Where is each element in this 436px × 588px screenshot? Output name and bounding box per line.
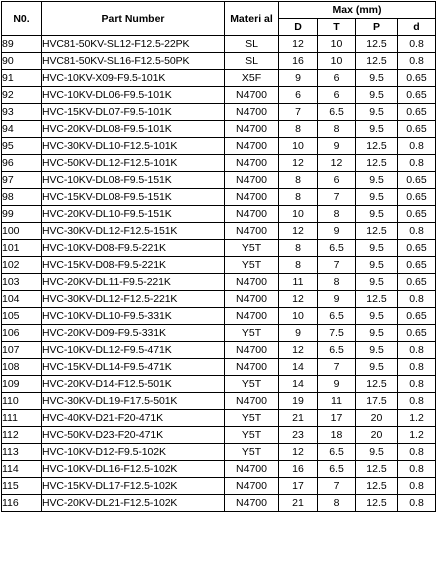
cell-no: 106 [2, 325, 42, 342]
cell-part-number: HVC-15KV-D08-F9.5-221K [42, 257, 225, 274]
cell-d-upper: 12 [279, 291, 318, 308]
cell-no: 93 [2, 104, 42, 121]
cell-p: 9.5 [356, 274, 398, 291]
cell-t: 7 [318, 478, 356, 495]
cell-d-upper: 9 [279, 325, 318, 342]
cell-p: 9.5 [356, 359, 398, 376]
table-row [2, 478, 436, 495]
cell-d-upper: 12 [279, 155, 318, 172]
cell-material: N4700 [225, 291, 279, 308]
table-row [2, 325, 436, 342]
table-row [2, 410, 436, 427]
cell-d-lower: 0.8 [398, 444, 436, 461]
cell-material: N4700 [225, 478, 279, 495]
table-row [2, 359, 436, 376]
cell-d-lower: 0.65 [398, 308, 436, 325]
table-row [2, 308, 436, 325]
cell-part-number: HVC-20KV-DL21-F12.5-102K [42, 495, 225, 512]
cell-part-number: HVC-10KV-DL16-F12.5-102K [42, 461, 225, 478]
cell-p: 9.5 [356, 308, 398, 325]
cell-d-upper: 16 [279, 53, 318, 70]
cell-p: 9.5 [356, 87, 398, 104]
cell-no: 89 [2, 36, 42, 53]
cell-d-upper: 21 [279, 410, 318, 427]
table-row [2, 70, 436, 87]
cell-no: 108 [2, 359, 42, 376]
cell-p: 12.5 [356, 376, 398, 393]
cell-part-number: HVC-20KV-DL08-F9.5-101K [42, 121, 225, 138]
cell-t: 9 [318, 138, 356, 155]
cell-part-number: HVC-10KV-DL06-F9.5-101K [42, 87, 225, 104]
cell-no: 116 [2, 495, 42, 512]
table-row [2, 376, 436, 393]
cell-material: Y5T [225, 410, 279, 427]
table-row [2, 138, 436, 155]
header-max-mm: Max (mm) [279, 2, 436, 19]
table-row [2, 189, 436, 206]
cell-p: 12.5 [356, 36, 398, 53]
cell-d-upper: 17 [279, 478, 318, 495]
cell-p: 12.5 [356, 461, 398, 478]
cell-d-lower: 1.2 [398, 427, 436, 444]
cell-d-lower: 0.8 [398, 291, 436, 308]
table-row [2, 461, 436, 478]
cell-material: N4700 [225, 121, 279, 138]
cell-t: 6.5 [318, 342, 356, 359]
cell-material: Y5T [225, 376, 279, 393]
cell-material: N4700 [225, 155, 279, 172]
cell-material: N4700 [225, 461, 279, 478]
cell-material: N4700 [225, 104, 279, 121]
cell-d-upper: 7 [279, 104, 318, 121]
header-d-lower: d [398, 19, 436, 36]
table-row [2, 342, 436, 359]
cell-d-upper: 8 [279, 172, 318, 189]
cell-no: 94 [2, 121, 42, 138]
cell-material: SL [225, 36, 279, 53]
header-material: Materi al [225, 2, 279, 36]
cell-part-number: HVC-30KV-DL12-F12.5-151K [42, 223, 225, 240]
cell-d-lower: 0.65 [398, 240, 436, 257]
table-row [2, 257, 436, 274]
cell-no: 102 [2, 257, 42, 274]
cell-material: Y5T [225, 240, 279, 257]
cell-no: 103 [2, 274, 42, 291]
table-row [2, 87, 436, 104]
cell-no: 96 [2, 155, 42, 172]
cell-part-number: HVC-30KV-DL19-F17.5-501K [42, 393, 225, 410]
table-row [2, 223, 436, 240]
cell-material: N4700 [225, 274, 279, 291]
cell-d-upper: 10 [279, 308, 318, 325]
cell-p: 9.5 [356, 189, 398, 206]
cell-part-number: HVC-40KV-D21-F20-471K [42, 410, 225, 427]
table-row [2, 121, 436, 138]
cell-p: 9.5 [356, 444, 398, 461]
cell-part-number: HVC-50KV-D23-F20-471K [42, 427, 225, 444]
cell-t: 18 [318, 427, 356, 444]
table-row [2, 206, 436, 223]
cell-t: 6.5 [318, 104, 356, 121]
cell-material: N4700 [225, 172, 279, 189]
cell-d-upper: 23 [279, 427, 318, 444]
cell-part-number: HVC-30KV-DL12-F12.5-221K [42, 291, 225, 308]
cell-part-number: HVC-10KV-DL08-F9.5-151K [42, 172, 225, 189]
header-t: T [318, 19, 356, 36]
cell-t: 7 [318, 257, 356, 274]
cell-t: 10 [318, 36, 356, 53]
cell-part-number: HVC-50KV-DL12-F12.5-101K [42, 155, 225, 172]
cell-p: 12.5 [356, 138, 398, 155]
cell-d-upper: 8 [279, 240, 318, 257]
cell-d-upper: 10 [279, 138, 318, 155]
cell-d-lower: 0.65 [398, 189, 436, 206]
cell-t: 8 [318, 495, 356, 512]
cell-no: 104 [2, 291, 42, 308]
cell-d-upper: 8 [279, 257, 318, 274]
cell-d-lower: 0.8 [398, 155, 436, 172]
cell-d-upper: 12 [279, 444, 318, 461]
cell-no: 111 [2, 410, 42, 427]
cell-d-lower: 0.65 [398, 121, 436, 138]
cell-t: 9 [318, 223, 356, 240]
cell-no: 113 [2, 444, 42, 461]
cell-d-lower: 0.8 [398, 138, 436, 155]
cell-p: 9.5 [356, 121, 398, 138]
table-header [2, 2, 436, 36]
cell-d-upper: 8 [279, 121, 318, 138]
cell-part-number: HVC-15KV-DL07-F9.5-101K [42, 104, 225, 121]
cell-t: 10 [318, 53, 356, 70]
cell-d-upper: 14 [279, 359, 318, 376]
cell-d-upper: 12 [279, 342, 318, 359]
cell-material: N4700 [225, 495, 279, 512]
cell-p: 9.5 [356, 206, 398, 223]
cell-no: 90 [2, 53, 42, 70]
cell-p: 12.5 [356, 291, 398, 308]
cell-p: 12.5 [356, 223, 398, 240]
cell-part-number: HVC-20KV-D09-F9.5-331K [42, 325, 225, 342]
table-row [2, 291, 436, 308]
cell-p: 12.5 [356, 53, 398, 70]
table-body [2, 36, 436, 512]
table-row [2, 495, 436, 512]
cell-d-lower: 0.65 [398, 206, 436, 223]
cell-part-number: HVC-15KV-DL08-F9.5-151K [42, 189, 225, 206]
cell-no: 101 [2, 240, 42, 257]
cell-t: 7 [318, 359, 356, 376]
cell-d-upper: 6 [279, 87, 318, 104]
cell-no: 115 [2, 478, 42, 495]
table-row [2, 274, 436, 291]
cell-d-lower: 0.8 [398, 36, 436, 53]
cell-material: N4700 [225, 223, 279, 240]
cell-d-upper: 8 [279, 189, 318, 206]
cell-part-number: HVC-30KV-DL10-F12.5-101K [42, 138, 225, 155]
cell-no: 95 [2, 138, 42, 155]
cell-t: 11 [318, 393, 356, 410]
cell-d-lower: 0.8 [398, 461, 436, 478]
cell-d-lower: 0.65 [398, 87, 436, 104]
cell-material: N4700 [225, 308, 279, 325]
cell-p: 17.5 [356, 393, 398, 410]
cell-part-number: HVC-15KV-DL14-F9.5-471K [42, 359, 225, 376]
cell-d-upper: 21 [279, 495, 318, 512]
cell-t: 7.5 [318, 325, 356, 342]
cell-no: 112 [2, 427, 42, 444]
cell-part-number: HVC-20KV-DL11-F9.5-221K [42, 274, 225, 291]
cell-no: 97 [2, 172, 42, 189]
cell-d-lower: 1.2 [398, 410, 436, 427]
cell-t: 12 [318, 155, 356, 172]
cell-t: 6 [318, 172, 356, 189]
cell-t: 6 [318, 87, 356, 104]
cell-d-lower: 0.8 [398, 478, 436, 495]
cell-d-upper: 19 [279, 393, 318, 410]
cell-t: 8 [318, 274, 356, 291]
cell-t: 7 [318, 189, 356, 206]
cell-part-number: HVC-15KV-DL17-F12.5-102K [42, 478, 225, 495]
cell-no: 99 [2, 206, 42, 223]
cell-d-lower: 0.65 [398, 325, 436, 342]
table-row [2, 36, 436, 53]
cell-part-number: HVC81-50KV-SL16-F12.5-50PK [42, 53, 225, 70]
cell-d-lower: 0.8 [398, 53, 436, 70]
cell-no: 92 [2, 87, 42, 104]
cell-d-lower: 0.8 [398, 376, 436, 393]
cell-d-upper: 11 [279, 274, 318, 291]
cell-t: 9 [318, 376, 356, 393]
table-row [2, 427, 436, 444]
cell-d-lower: 0.65 [398, 70, 436, 87]
cell-material: Y5T [225, 257, 279, 274]
cell-material: N4700 [225, 393, 279, 410]
cell-no: 100 [2, 223, 42, 240]
cell-d-upper: 16 [279, 461, 318, 478]
cell-d-upper: 12 [279, 36, 318, 53]
cell-p: 9.5 [356, 70, 398, 87]
cell-p: 9.5 [356, 104, 398, 121]
cell-part-number: HVC-10KV-D12-F9.5-102K [42, 444, 225, 461]
cell-t: 8 [318, 121, 356, 138]
cell-d-lower: 0.65 [398, 257, 436, 274]
table-row [2, 155, 436, 172]
cell-p: 9.5 [356, 342, 398, 359]
cell-no: 98 [2, 189, 42, 206]
cell-d-lower: 0.8 [398, 223, 436, 240]
cell-material: N4700 [225, 206, 279, 223]
cell-t: 6 [318, 70, 356, 87]
cell-part-number: HVC-10KV-DL10-F9.5-331K [42, 308, 225, 325]
cell-p: 20 [356, 427, 398, 444]
table-row [2, 240, 436, 257]
cell-no: 110 [2, 393, 42, 410]
cell-t: 6.5 [318, 444, 356, 461]
cell-part-number: HVC-20KV-DL10-F9.5-151K [42, 206, 225, 223]
cell-t: 17 [318, 410, 356, 427]
cell-d-lower: 0.8 [398, 393, 436, 410]
cell-p: 9.5 [356, 325, 398, 342]
header-no: N0. [2, 2, 42, 36]
header-p: P [356, 19, 398, 36]
cell-d-upper: 10 [279, 206, 318, 223]
cell-material: N4700 [225, 138, 279, 155]
cell-material: Y5T [225, 427, 279, 444]
cell-p: 12.5 [356, 495, 398, 512]
cell-material: SL [225, 53, 279, 70]
cell-part-number: HVC-20KV-D14-F12.5-501K [42, 376, 225, 393]
cell-no: 91 [2, 70, 42, 87]
cell-d-upper: 14 [279, 376, 318, 393]
cell-d-lower: 0.8 [398, 342, 436, 359]
table-row [2, 53, 436, 70]
cell-d-upper: 12 [279, 223, 318, 240]
cell-no: 107 [2, 342, 42, 359]
cell-p: 20 [356, 410, 398, 427]
cell-material: X5F [225, 70, 279, 87]
cell-material: Y5T [225, 444, 279, 461]
table-row [2, 104, 436, 121]
table-row [2, 172, 436, 189]
cell-no: 109 [2, 376, 42, 393]
header-part-number: Part Number [42, 2, 225, 36]
cell-part-number: HVC-10KV-X09-F9.5-101K [42, 70, 225, 87]
cell-p: 9.5 [356, 240, 398, 257]
header-d-upper: D [279, 19, 318, 36]
cell-material: N4700 [225, 189, 279, 206]
cell-part-number: HVC81-50KV-SL12-F12.5-22PK [42, 36, 225, 53]
cell-d-lower: 0.8 [398, 495, 436, 512]
cell-no: 114 [2, 461, 42, 478]
cell-part-number: HVC-10KV-DL12-F9.5-471K [42, 342, 225, 359]
cell-p: 9.5 [356, 257, 398, 274]
cell-material: N4700 [225, 342, 279, 359]
cell-p: 9.5 [356, 172, 398, 189]
cell-p: 12.5 [356, 478, 398, 495]
cell-p: 12.5 [356, 155, 398, 172]
cell-t: 6.5 [318, 240, 356, 257]
cell-t: 6.5 [318, 461, 356, 478]
cell-material: N4700 [225, 359, 279, 376]
cell-d-lower: 0.65 [398, 104, 436, 121]
cell-t: 9 [318, 291, 356, 308]
cell-d-lower: 0.65 [398, 172, 436, 189]
cell-material: Y5T [225, 325, 279, 342]
parts-table [1, 1, 436, 512]
table-row [2, 444, 436, 461]
cell-part-number: HVC-10KV-D08-F9.5-221K [42, 240, 225, 257]
cell-material: N4700 [225, 87, 279, 104]
cell-t: 8 [318, 206, 356, 223]
cell-d-lower: 0.65 [398, 274, 436, 291]
cell-d-lower: 0.8 [398, 359, 436, 376]
spec-sheet [1, 1, 435, 512]
cell-no: 105 [2, 308, 42, 325]
table-row [2, 393, 436, 410]
cell-t: 6.5 [318, 308, 356, 325]
cell-d-upper: 9 [279, 70, 318, 87]
